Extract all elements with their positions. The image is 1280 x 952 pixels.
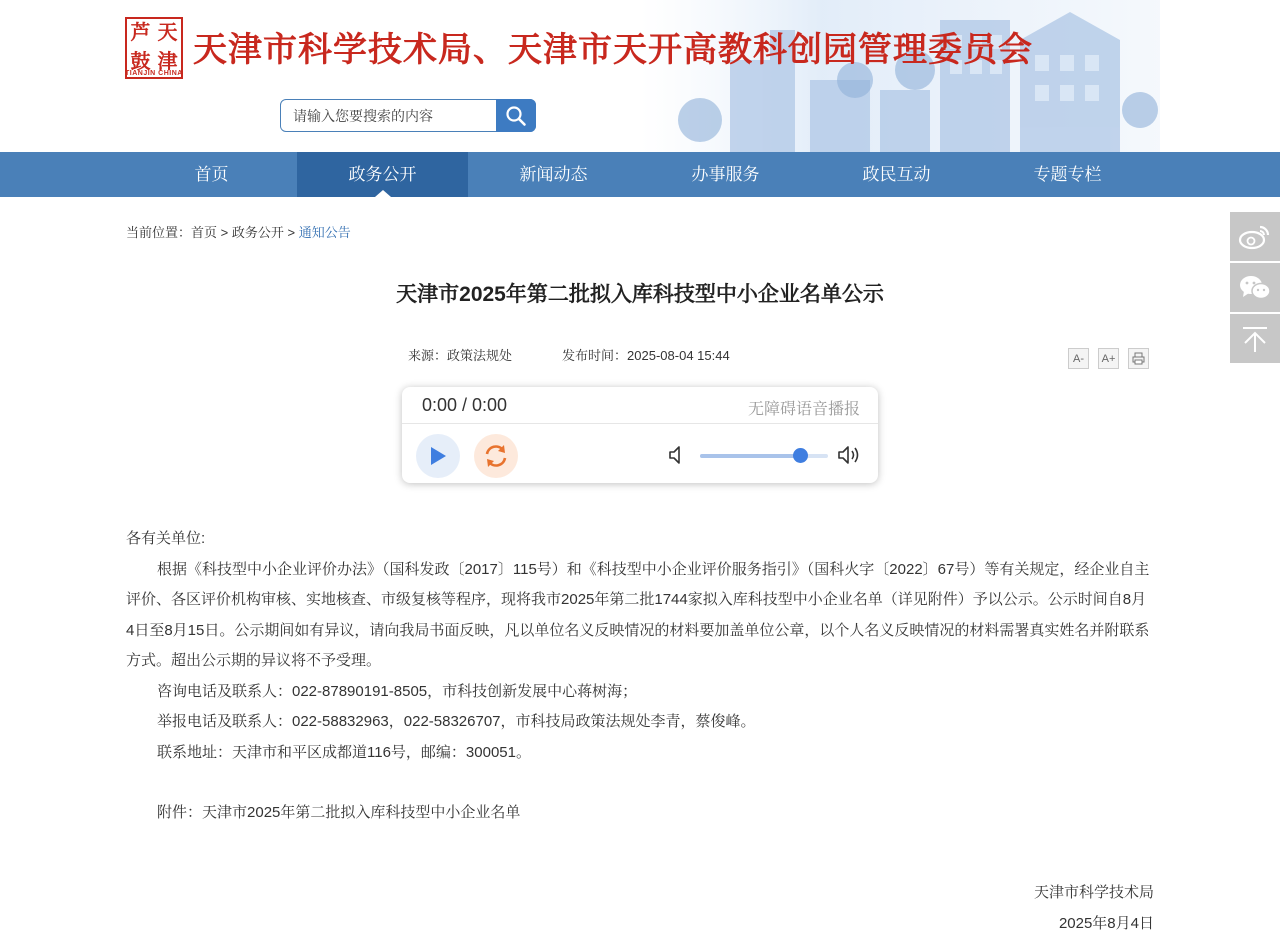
play-button[interactable] [416,434,460,478]
share-wechat-button[interactable] [1230,263,1280,312]
volume-knob[interactable] [793,448,808,463]
nav-item-special-topics[interactable]: 专题专栏 [1033,165,1102,184]
print-icon [1132,352,1145,365]
nav-item-home[interactable]: 首页 [194,165,229,184]
breadcrumb-prefix: 当前位置： [126,225,192,240]
contact-address: 联系地址：天津市和平区成都道116号，邮编：300051。 [157,743,531,761]
site-header [0,0,1280,152]
article-title: 天津市2025年第二批拟入库科技型中小企业名单公示 [396,283,884,306]
search-box [280,99,536,132]
report-contact: 举报电话及联系人：022-58832963，022-58326707，市科技局政策法规处李青，蔡俊峰。 [157,713,756,730]
print-button[interactable] [1128,348,1149,369]
breadcrumb-section[interactable]: 政务公开 [231,225,284,240]
font-increase-button[interactable]: A+ [1098,348,1119,369]
attachment [126,798,1154,829]
logo-char: 津 [157,49,178,73]
search-input[interactable] [281,100,497,131]
breadcrumb-separator: > [283,225,299,240]
body-paragraph: 根据《科技型中小企业评价办法》（国科发政〔2017〕115号）和《科技型中小企业评价服务指引》（国科火字〔2022〕67号）等有关规定，经企业自主评价、各区评价机构审核、实地核查、市级复核等程序，现将我市2025年第二批1744家拟入库科技型中小企业名单（详见附件）予以公示。公示时间自8月4日至8月15日。公示期间如有异议，请向我局书面反映，凡以单位名义反映情况的材料要加盖单位公章，以个人名义反映情况的材料需署真实姓名并附联系方式。超出公示期的异议将不予受理。 [126,560,1150,669]
signature [1034,878,1154,939]
attachment-label: 附件： [157,804,203,821]
article-tools [1068,348,1149,369]
breadcrumb-separator: > [217,225,232,240]
logo-subtitle: TIANJIN CHINA [125,70,183,77]
publish-time-value: 2025-08-04 15:44 [627,348,730,363]
player-header [402,387,878,424]
attachment-link[interactable]: 天津市2025年第二批拟入库科技型中小企业名单 [202,804,521,821]
volume-mute-icon[interactable] [668,445,686,465]
signature-date: 2025年8月4日 [1058,914,1154,932]
source-label: 来源： [408,348,448,363]
back-to-top-button[interactable] [1230,314,1280,363]
article-meta [408,345,730,364]
breadcrumb-home[interactable]: 首页 [191,225,218,240]
logo-char: 芦 [130,20,151,44]
share-weibo-button[interactable] [1230,212,1280,261]
article-body [126,524,1154,829]
player-label: 无障碍语音播报 [747,401,860,418]
weibo-icon [1238,223,1272,251]
nav-item-government-affairs[interactable]: 政务公开 [297,152,468,197]
search-button[interactable] [496,99,536,132]
site-title: 天津市科学技术局、天津市天开高教科创园管理委员会 [193,30,1033,70]
volume-icon[interactable] [837,445,863,465]
volume-fill [700,454,800,458]
breadcrumb-current[interactable]: 通知公告 [298,225,351,240]
font-decrease-button[interactable]: A- [1068,348,1089,369]
breadcrumb [126,222,351,241]
side-share-bar [1230,212,1280,365]
source-value: 政策法规处 [447,348,513,363]
loop-icon [482,442,510,470]
audio-player [402,387,878,483]
logo-char: 天 [157,20,178,44]
nav-item-news[interactable]: 新闻动态 [519,165,588,184]
back-to-top-icon [1240,324,1270,354]
main-nav [0,152,1280,197]
search-icon [505,105,527,127]
nav-item-services[interactable]: 办事服务 [691,165,760,184]
logo-char: 鼓 [130,49,151,73]
volume-slider[interactable] [700,454,828,458]
play-icon [428,445,448,467]
consult-contact: 咨询电话及联系人：022-87890191-8505，市科技创新发展中心蒋树海； [157,682,638,700]
player-time: 0:00 / 0:00 [422,395,508,415]
loop-button[interactable] [474,434,518,478]
signature-org: 天津市科学技术局 [1033,884,1154,901]
nav-item-interaction[interactable]: 政民互动 [862,165,931,184]
wechat-icon [1238,274,1272,302]
greeting: 各有关单位: [126,530,206,547]
publish-time-label: 发布时间： [562,348,628,363]
